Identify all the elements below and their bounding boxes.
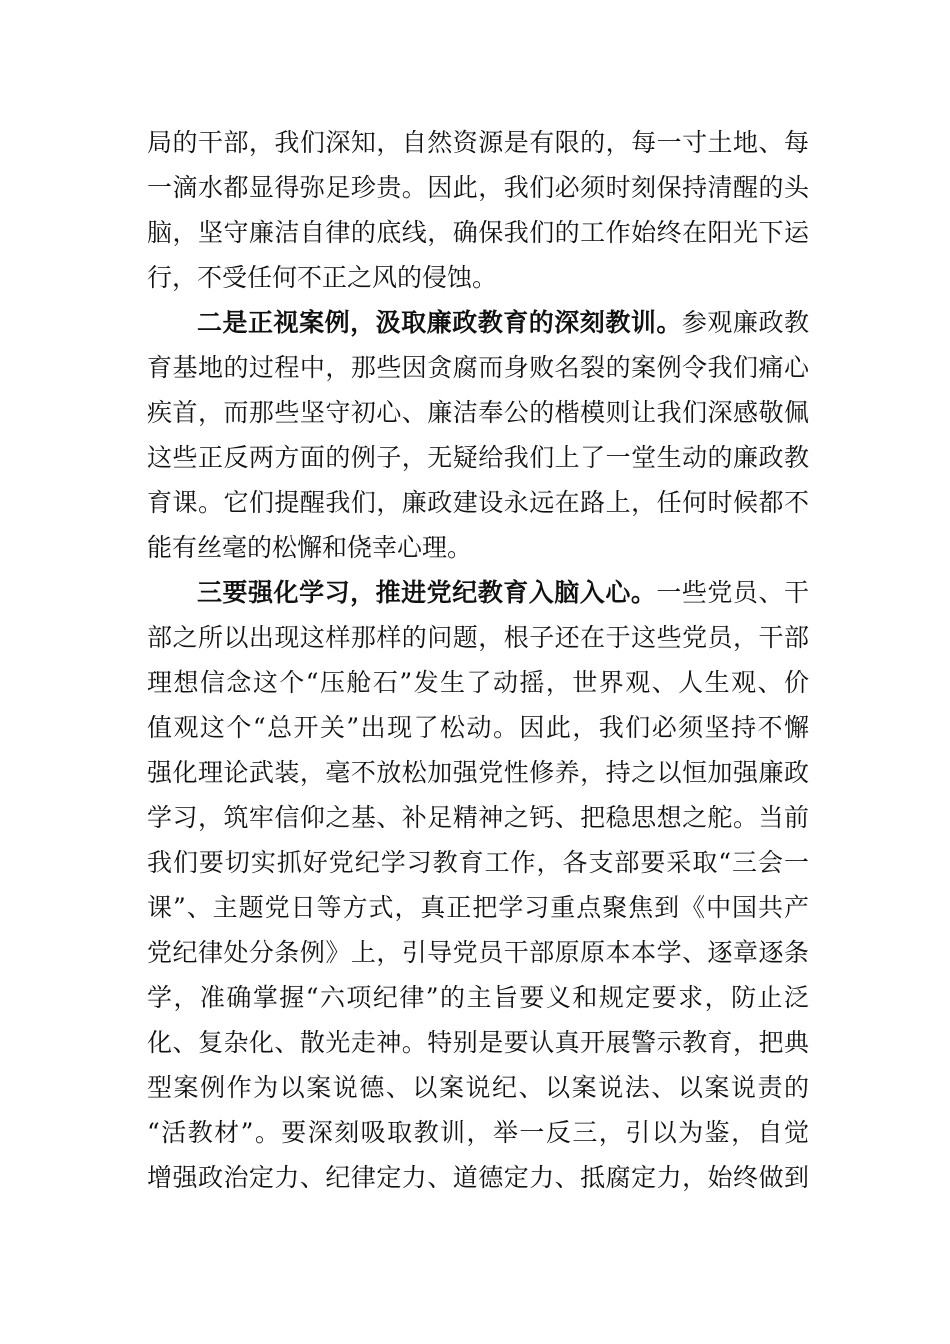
text-line: 学，准确掌握“六项纪律”的主旨要义和规定要求，防止泛 [147, 983, 809, 1012]
paragraph-heading: 三要强化学习，推进党纪教育入脑入心。 [197, 578, 657, 607]
text-line: “活教材”。要深刻吸取教训，举一反三，引以为鉴，自觉 [147, 1118, 809, 1147]
text-line: 化、复杂化、散光走神。特别是要认真开展警示教育，把典 [147, 1028, 809, 1057]
paragraph-1 [147, 120, 809, 300]
document-page [147, 120, 809, 1200]
text-line: 学习，筑牢信仰之基、补足精神之钙、把稳思想之舵。当前 [147, 803, 809, 832]
text-line: 能有丝毫的松懈和侥幸心理。 [147, 533, 473, 562]
paragraph-first-line [147, 300, 809, 345]
text-line: 疾首，而那些坚守初心、廉洁奉公的楷模则让我们深感敬佩 [147, 398, 809, 427]
paragraph-first-line [147, 570, 809, 615]
text-line: 一滴水都显得弥足珍贵。因此，我们必须时刻保持清醒的头 [147, 173, 809, 202]
paragraph-3 [147, 570, 809, 1200]
text-line: 增强政治定力、纪律定力、道德定力、抵腐定力，始终做到 [147, 1163, 809, 1192]
text-line: 我们要切实抓好党纪学习教育工作，各支部要采取“三会一 [147, 848, 809, 877]
text-line: 理想信念这个“压舱石”发生了动摇，世界观、人生观、价 [147, 668, 809, 697]
text-line: 党纪律处分条例》上，引导党员干部原原本本学、逐章逐条 [147, 938, 809, 967]
text-line: 育基地的过程中，那些因贪腐而身败名裂的案例令我们痛心 [147, 353, 809, 382]
text-line: 脑，坚守廉洁自律的底线，确保我们的工作始终在阳光下运 [147, 218, 809, 247]
text-line: 值观这个“总开关”出现了松动。因此，我们必须坚持不懈 [147, 713, 809, 742]
paragraph-first-line-text: 一些党员、干 [656, 578, 809, 607]
paragraph-2 [147, 300, 809, 570]
paragraph-heading: 二是正视案例，汲取廉政教育的深刻教训。 [197, 308, 682, 337]
text-line: 这些正反两方面的例子，无疑给我们上了一堂生动的廉政教 [147, 443, 809, 472]
paragraph-first-line-text: 参观廉政教 [681, 308, 809, 337]
text-line: 行，不受任何不正之风的侵蚀。 [147, 263, 498, 292]
text-line: 部之所以出现这样那样的问题，根子还在于这些党员，干部 [147, 623, 809, 652]
text-line: 型案例作为以案说德、以案说纪、以案说法、以案说责的 [147, 1073, 809, 1102]
text-line: 强化理论武装，毫不放松加强党性修养，持之以恒加强廉政 [147, 758, 809, 787]
text-line: 局的干部，我们深知，自然资源是有限的，每一寸土地、每 [147, 128, 809, 157]
text-line: 课”、主题党日等方式，真正把学习重点聚焦到《中国共产 [147, 893, 809, 922]
text-line: 育课。它们提醒我们，廉政建设永远在路上，任何时候都不 [147, 488, 809, 517]
